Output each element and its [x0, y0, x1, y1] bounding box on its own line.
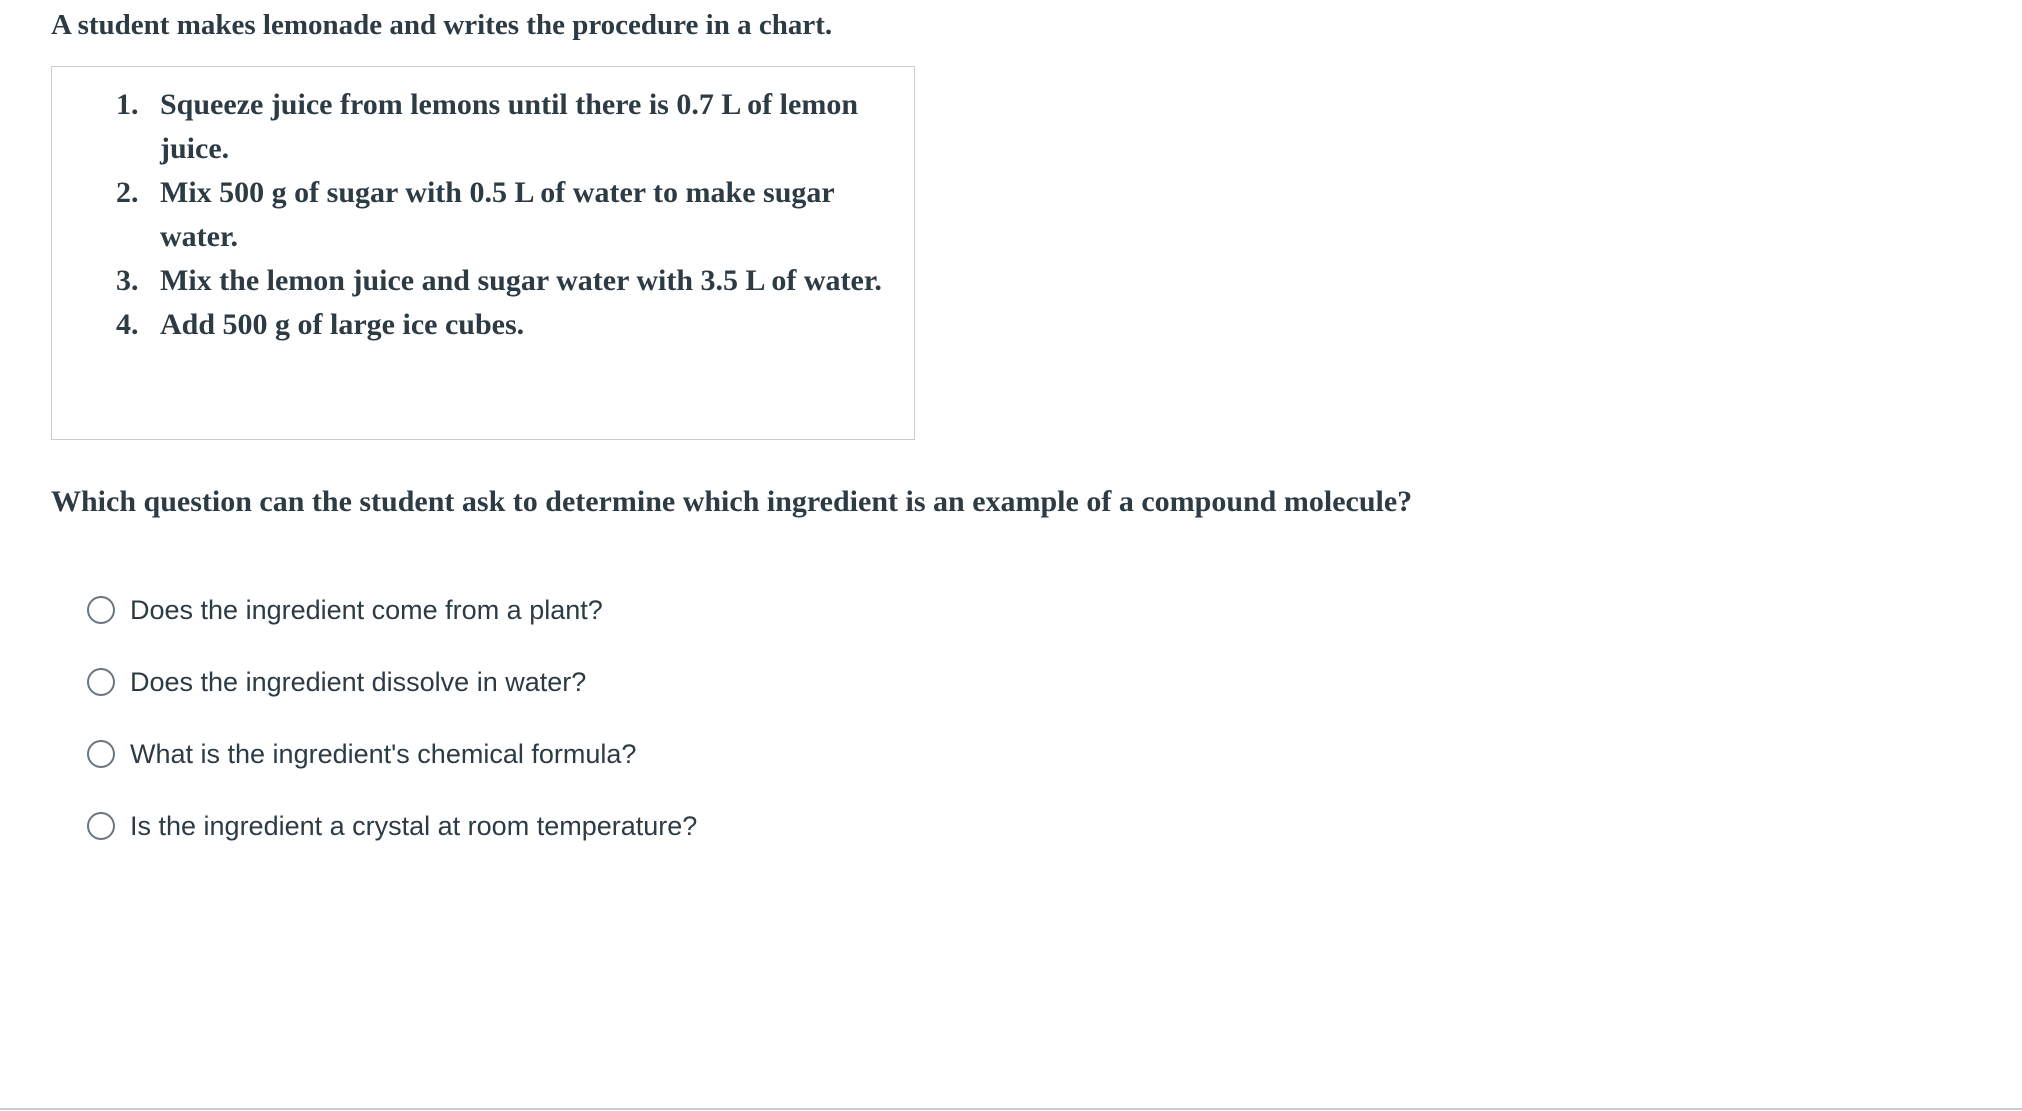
step-text: Mix the lemon juice and sugar water with 3.5 L of water.	[160, 264, 882, 297]
answer-choices	[87, 590, 1287, 878]
step-number: 4.	[116, 308, 139, 341]
answer-label[interactable]: What is the ingredient's chemical formula?	[130, 738, 637, 769]
step-text: Add 500 g of large ice cubes.	[160, 308, 525, 341]
question-prompt: Which question can the student ask to determine which ingredient is an example of a compound molecule?	[51, 485, 1413, 518]
answer-option[interactable]	[87, 806, 1287, 846]
step-text: Mix 500 g of sugar with 0.5 L of water to make sugar water.	[160, 176, 835, 253]
answer-label[interactable]: Does the ingredient come from a plant?	[130, 594, 603, 625]
procedure-step	[52, 171, 892, 259]
answer-option[interactable]	[87, 590, 1287, 630]
step-number: 1.	[116, 88, 139, 121]
bottom-divider	[0, 1108, 2022, 1110]
procedure-step	[52, 303, 892, 347]
radio-button[interactable]	[87, 812, 115, 840]
step-number: 2.	[116, 176, 139, 209]
procedure-step	[52, 83, 892, 171]
procedure-chart	[51, 66, 915, 440]
radio-button[interactable]	[87, 668, 115, 696]
step-text: Squeeze juice from lemons until there is 0.7 L of lemon juice.	[160, 88, 858, 165]
answer-label[interactable]: Does the ingredient dissolve in water?	[130, 666, 587, 697]
radio-button[interactable]	[87, 596, 115, 624]
answer-option[interactable]	[87, 662, 1287, 702]
answer-label[interactable]: Is the ingredient a crystal at room temperature?	[130, 810, 698, 841]
step-number: 3.	[116, 264, 139, 297]
procedure-list	[52, 83, 892, 347]
question-intro: A student makes lemonade and writes the procedure in a chart.	[51, 9, 833, 41]
procedure-step	[52, 259, 892, 303]
answer-option[interactable]	[87, 734, 1287, 774]
radio-button[interactable]	[87, 740, 115, 768]
